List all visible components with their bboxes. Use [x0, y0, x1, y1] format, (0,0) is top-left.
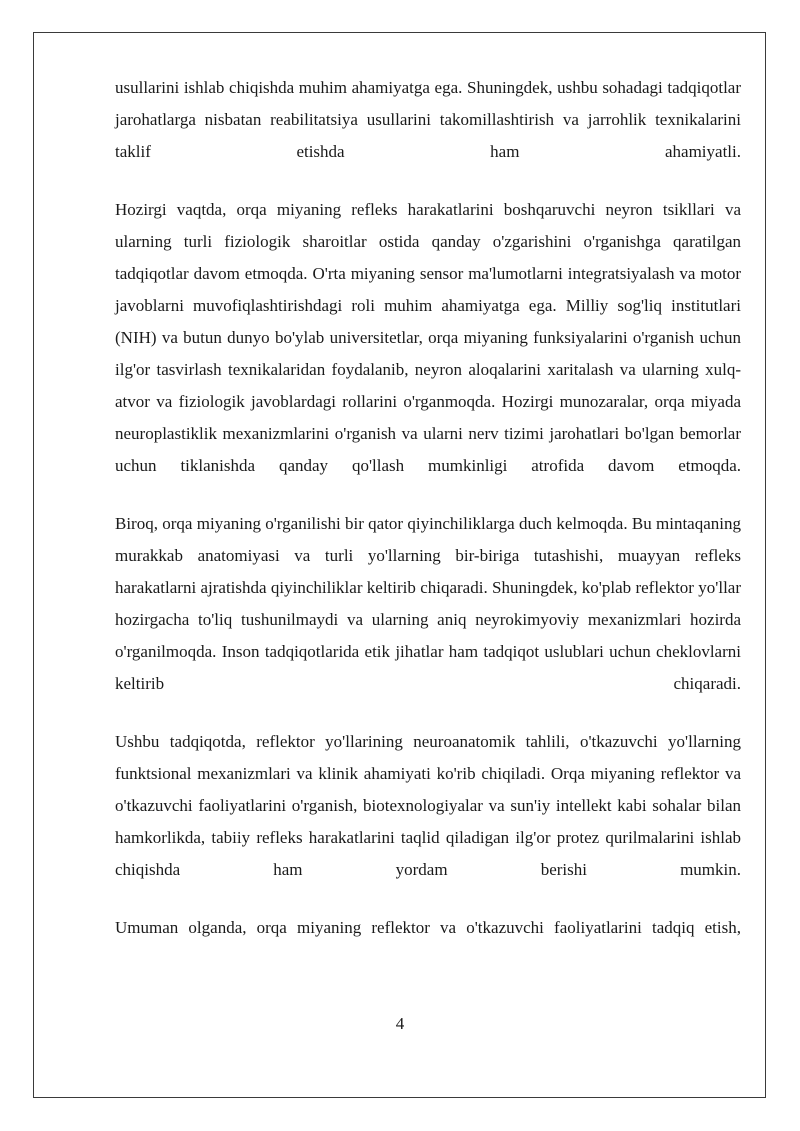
paragraph-2: Hozirgi vaqtda, orqa miyaning refleks harakatlarini boshqaruvchi neyron tsikllari va ularning turli fiziologik sharoitlar ostida qanday o'zgarishini o'rganishga qaratilgan tadqiqotlar davom etmoqda. O'rta miyaning sensor ma'lumotlarni integratsiyalash va motor javoblarni muvofiqlashtirishdagi roli muhim ahamiyatga ega. Milliy sog'liq institutlari (NIH) va butun dunyo bo'ylab universitetlar, orqa miyaning funksiyalarini o'rganish uchun ilg'or tasvirlash texnikalaridan foydalanib, neyron aloqalarini xaritalash va ularning xulq-atvor va fiziologik javoblardagi rollarini o'rganmoqda. Hozirgi munozaralar, orqa miyada neuroplastiklik mexanizmlarini o'rganish va ularni nerv tizimi jarohatlari bo'lgan bemorlar uchun tiklanishda qanday qo'llash mumkinligi atrofida davom etmoqda. — [115, 200, 741, 475]
paragraph-4: Ushbu tadqiqotda, reflektor yo'llarining neuroanatomik tahlili, o'tkazuvchi yo'llarning funktsional mexanizmlari va klinik ahamiyati ko'rib chiqiladi. Orqa miyaning reflektor va o'tkazuvchi faoliyatlarini o'rganish, biotexnologiyalar va sun'iy intellekt kabi sohalar bilan hamkorlikda, tabiiy refleks harakatlarini taqlid qiladigan ilg'or protez qurilmalarini ishlab chiqishda ham yordam berishi mumkin. — [115, 732, 741, 879]
paragraph-3: Biroq, orqa miyaning o'rganilishi bir qator qiyinchiliklarga duch kelmoqda. Bu mintaqaning murakkab anatomiyasi va turli yo'llarning bir-biriga tutashishi, muayyan refleks harakatlarni ajratishda qiyinchiliklar keltirib chiqaradi. Shuningdek, ko'plab reflektor yo'llar hozirgacha to'liq tushunilmaydi va ularning aniq neyrokimyoviy mexanizmlari hozirda o'rganilmoqda. Inson tadqiqotlarida etik jihatlar ham tadqiqot uslublari uchun cheklovlarni keltirib chiqaradi. — [115, 514, 741, 693]
document-body — [115, 72, 741, 970]
page-number: 4 — [395, 1014, 405, 1033]
paragraph-1: usullarini ishlab chiqishda muhim ahamiyatga ega. Shuningdek, ushbu sohadagi tadqiqotlar jarohatlarga nisbatan reabilitatsiya usullarini takomillashtirish va jarrohlik texnikalarini taklif etishda ham ahamiyatli. — [115, 78, 741, 161]
paragraph-5: Umuman olganda, orqa miyaning reflektor va o'tkazuvchi faoliyatlarini tadqiq etish, — [115, 918, 741, 937]
